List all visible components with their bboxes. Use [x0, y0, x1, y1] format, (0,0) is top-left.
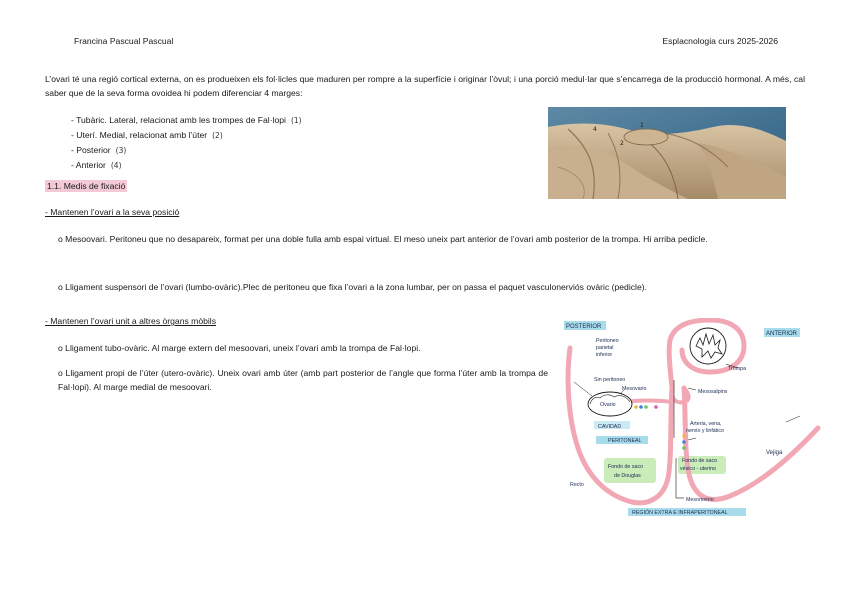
- margin-text: - Anterior: [71, 160, 106, 170]
- label-vejiga: Vejiga: [766, 450, 783, 456]
- peritoneum-diagram: [560, 318, 822, 520]
- margin-number: (1): [290, 116, 302, 125]
- margin-text: - Tubàric. Lateral, relacionat amb les trompes de Fal·lopi: [71, 115, 286, 125]
- lligament-propi-uter-item: o Lligament propi de l’úter (utero-ovàric). Uneix ovari amb úter (amb part posterior de l’angle que forma l’úter amb la trompa de Fal·lopi). Al marge medial de mesoovari.: [58, 368, 548, 392]
- lligament-tubo-ovaric-item: o Lligament tubo-ovàric. Al marge extern del mesoovari, uneix l’ovari amb la trompa de Fal·lopi.: [58, 343, 421, 353]
- lligament-suspensori-item: o Lligament suspensori de l’ovari (lumbo-ovàric).Plec de peritoneu que fixa l’ovari a la zona lumbar, per on passa el paquet vasculonerviós ovàric (pedicle).: [58, 282, 647, 292]
- label-de-douglas: de Douglas: [614, 473, 641, 479]
- subsection-title: - Mantenen l’ovari a la seva posició: [45, 207, 180, 217]
- label-cavidad: CAVIDAD: [598, 424, 622, 430]
- label-mesometrio: Mesometrio: [686, 497, 714, 503]
- label-vesico-uterino: vésico - uterino: [680, 466, 716, 472]
- label-region: REGIÓN EXTRA E INFRAPERITONEAL: [632, 510, 728, 516]
- photo-label-2: 2: [620, 140, 624, 147]
- margin-number: (2): [212, 131, 223, 140]
- list-item: [71, 158, 302, 173]
- subsection-title: - Mantenen l’ovari unit a altres òrgans mòbils: [45, 316, 217, 326]
- margin-number: (3): [115, 146, 127, 155]
- intro-paragraph: L’ovari té una regió cortical externa, on es produeixen els fol·licles que maduren per rompre a la superfície i originar l’òvul; i una porció medul·lar que s’encarrega de la producció hormonal. A més, cal saber que de la seva forma ovoidea hi podem diferenciar 4 marges:: [45, 74, 805, 98]
- photo-label-4: 4: [593, 126, 597, 133]
- label-mesosalpinx: Mesosalpinx: [698, 389, 728, 395]
- label-recto: Recto: [570, 482, 584, 488]
- margin-text: - Posterior: [71, 145, 111, 155]
- label-mesovario: Mesovario: [622, 386, 647, 392]
- label-anterior: ANTERIOR: [766, 331, 798, 337]
- photo-label-1: 1: [640, 122, 644, 129]
- label-fondo-douglas: Fondo de saco: [608, 464, 644, 470]
- margin-text: - Uterí. Medial, relacionat amb l’úter: [71, 130, 208, 140]
- label-peritoneo: Peritoneo: [596, 338, 619, 344]
- list-item: [71, 128, 302, 143]
- header-author: Francina Pascual Pascual: [74, 36, 174, 46]
- header-course: Esplacnologia curs 2025-2026: [662, 36, 778, 46]
- label-peritoneo-inferior: inferior: [596, 352, 613, 358]
- label-peritoneal: PERITONEAL: [608, 438, 642, 444]
- label-arteria: Arteria, vena,: [690, 421, 722, 427]
- margins-list: [71, 113, 302, 173]
- anatomy-photo: [548, 107, 786, 199]
- section-title: 1.1. Medis de fixació: [47, 181, 126, 191]
- label-nervio: nervio y linfático: [686, 428, 724, 434]
- label-trompa: Trompa: [728, 366, 747, 372]
- label-ovario: Ovario: [600, 402, 616, 408]
- margin-number: (4): [110, 161, 122, 170]
- list-item: [71, 113, 302, 128]
- mesoovari-item: o Mesoovari. Peritoneu que no desapareix, format per una doble fulla amb espai virtual. El meso uneix part anterior de l’ovari amb posterior de la trompa. Hi arriba pedicle.: [58, 234, 708, 244]
- label-sin-peritoneo: Sin peritoneo: [594, 377, 626, 383]
- label-posterior: POSTERIOR: [566, 324, 602, 330]
- label-fondo-vesico: Fondo de saco: [682, 458, 718, 464]
- label-peritoneo-parietal: parietal: [596, 345, 614, 351]
- list-item: [71, 143, 302, 158]
